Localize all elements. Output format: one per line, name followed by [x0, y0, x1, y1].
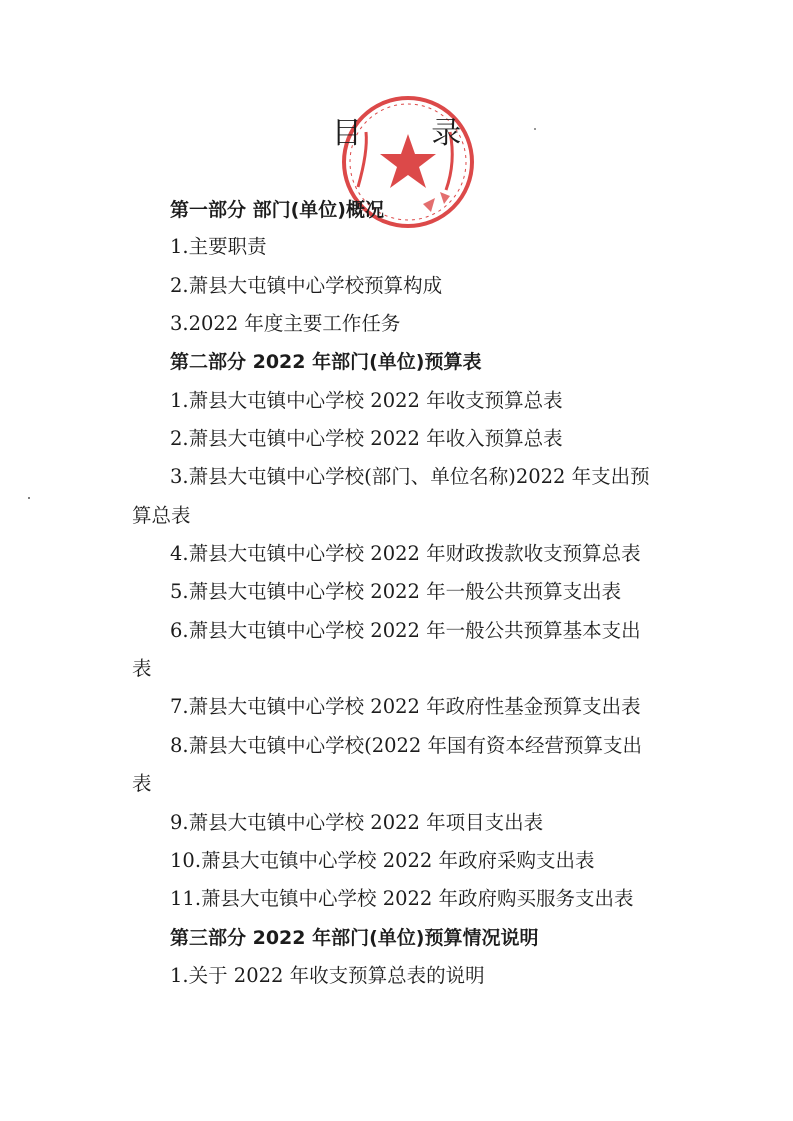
toc-item-continuation: 表 [132, 657, 152, 680]
page-title: 目 录 [331, 116, 492, 151]
toc-item: 3.萧县大屯镇中心学校(部门、单位名称)2022 年支出预 [170, 465, 650, 488]
toc-item: 9.萧县大屯镇中心学校 2022 年项目支出表 [170, 811, 544, 834]
toc-item: 2.萧县大屯镇中心学校预算构成 [170, 274, 443, 297]
toc-part-3: 第三部分 2022 年部门(单位)预算情况说明 [170, 927, 539, 949]
toc-item-continuation: 算总表 [132, 504, 191, 527]
scan-speck [534, 128, 536, 130]
toc-part-1: 第一部分 部门(单位)概况 [170, 199, 384, 221]
toc-item: 6.萧县大屯镇中心学校 2022 年一般公共预算基本支出 [170, 619, 641, 642]
toc-item-continuation: 表 [132, 772, 152, 795]
toc-part-2: 第二部分 2022 年部门(单位)预算表 [170, 351, 482, 373]
toc-item: 3.2022 年度主要工作任务 [170, 312, 401, 335]
toc-item: 1.萧县大屯镇中心学校 2022 年收支预算总表 [170, 389, 563, 412]
toc-item: 4.萧县大屯镇中心学校 2022 年财政拨款收支预算总表 [170, 542, 641, 565]
scan-speck [28, 497, 30, 499]
toc-item: 7.萧县大屯镇中心学校 2022 年政府性基金预算支出表 [170, 695, 641, 718]
toc-item: 2.萧县大屯镇中心学校 2022 年收入预算总表 [170, 427, 563, 450]
toc-item: 1.主要职责 [170, 235, 267, 258]
toc-item: 11.萧县大屯镇中心学校 2022 年政府购买服务支出表 [170, 887, 634, 910]
toc-item: 8.萧县大屯镇中心学校(2022 年国有资本经营预算支出 [170, 734, 643, 757]
toc-item: 10.萧县大屯镇中心学校 2022 年政府采购支出表 [170, 849, 595, 872]
toc-item: 1.关于 2022 年收支预算总表的说明 [170, 964, 485, 987]
toc-item: 5.萧县大屯镇中心学校 2022 年一般公共预算支出表 [170, 580, 622, 603]
